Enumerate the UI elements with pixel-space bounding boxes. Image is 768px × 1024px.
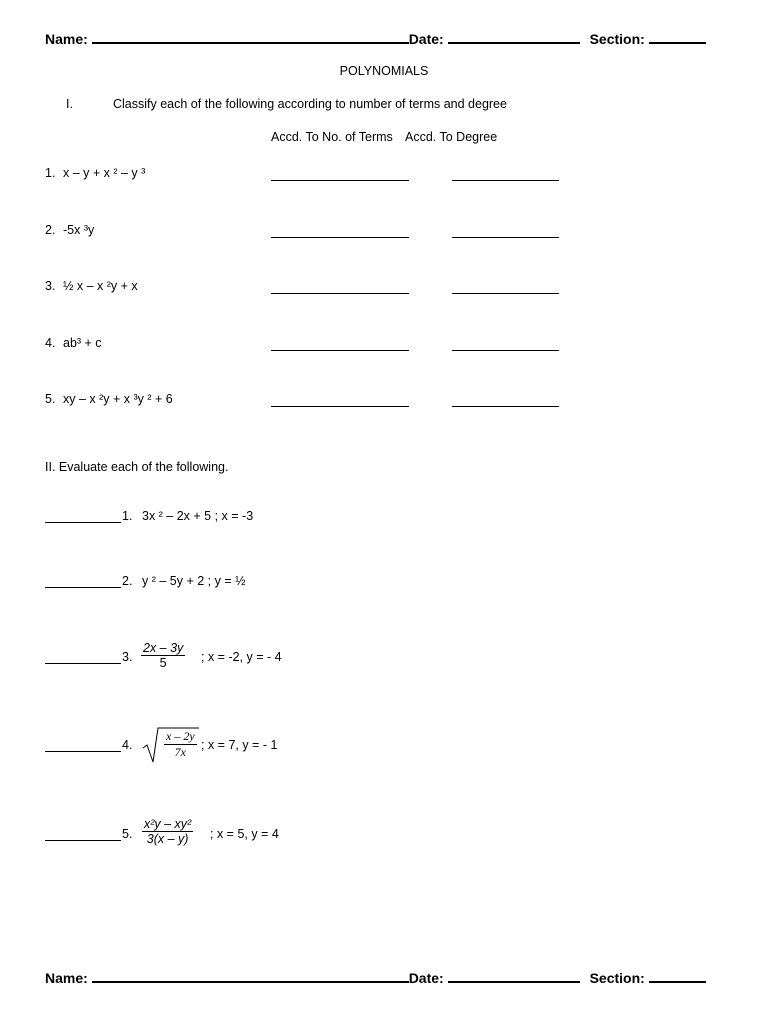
date-label: Date: bbox=[408, 970, 444, 986]
part2-item-number: 2. bbox=[122, 574, 133, 588]
header-top bbox=[45, 30, 735, 47]
section-label: Section: bbox=[589, 970, 645, 986]
part2-instruction: II. Evaluate each of the following. bbox=[45, 460, 229, 474]
part2-item-expr: y ² – 5y + 2 ; y = ½ bbox=[142, 574, 246, 588]
degree-answer-blank[interactable] bbox=[452, 180, 559, 181]
header-bottom bbox=[45, 969, 735, 986]
part1-item-number: 3. bbox=[45, 279, 56, 293]
part1-item-expr: xy – x ²y + x ³y ² + 6 bbox=[63, 392, 173, 406]
answer-blank[interactable] bbox=[45, 751, 121, 752]
part2-item-conditions: ; x = 7, y = - 1 bbox=[201, 738, 278, 752]
terms-answer-blank[interactable] bbox=[271, 180, 409, 181]
fraction-numerator: x – 2y bbox=[166, 729, 195, 743]
answer-blank[interactable] bbox=[45, 522, 121, 523]
part2-item-number: 1. bbox=[122, 509, 133, 523]
part1-item-number: 5. bbox=[45, 392, 56, 406]
terms-answer-blank[interactable] bbox=[271, 237, 409, 238]
section-field[interactable] bbox=[649, 30, 706, 44]
terms-answer-blank[interactable] bbox=[271, 350, 409, 351]
part1-item-number: 1. bbox=[45, 166, 56, 180]
part1-item-expr: -5x ³y bbox=[63, 223, 95, 237]
part2-item-number: 3. bbox=[122, 650, 133, 664]
fraction-numerator: 2x – 3y bbox=[143, 641, 184, 655]
fraction bbox=[142, 817, 193, 846]
part1-instruction: Classify each of the following according to number of terms and degree bbox=[113, 97, 507, 111]
name-field[interactable] bbox=[92, 30, 409, 44]
col-header-degree: Accd. To Degree bbox=[405, 130, 498, 144]
part1-numeral: I. bbox=[66, 97, 73, 111]
part1-item-number: 2. bbox=[45, 223, 56, 237]
section-field[interactable] bbox=[649, 969, 706, 983]
fraction-numerator: x²y – xy² bbox=[144, 817, 192, 831]
fraction bbox=[141, 641, 185, 670]
degree-answer-blank[interactable] bbox=[452, 350, 559, 351]
col-header-terms: Accd. To No. of Terms bbox=[271, 130, 393, 144]
part1-item-number: 4. bbox=[45, 336, 56, 350]
name-label: Name: bbox=[45, 31, 88, 47]
date-field[interactable] bbox=[448, 30, 580, 44]
terms-answer-blank[interactable] bbox=[271, 293, 409, 294]
part2-item-number: 4. bbox=[122, 738, 133, 752]
part1-item-expr: ab³ + c bbox=[63, 336, 102, 350]
part1-item-expr: x – y + x ² – y ³ bbox=[63, 166, 146, 180]
degree-answer-blank[interactable] bbox=[452, 293, 559, 294]
name-label: Name: bbox=[45, 970, 88, 986]
fraction-denominator: 3(x – y) bbox=[142, 831, 193, 846]
degree-answer-blank[interactable] bbox=[452, 406, 559, 407]
part1-item-expr: ½ x – x ²y + x bbox=[63, 279, 138, 293]
fraction-denominator: 7x bbox=[164, 744, 197, 760]
page-title: POLYNOMIALS bbox=[339, 64, 429, 78]
fraction bbox=[164, 729, 197, 760]
part2-item-conditions: ; x = 5, y = 4 bbox=[210, 827, 279, 841]
fraction-denominator: 5 bbox=[141, 655, 185, 670]
section-label: Section: bbox=[589, 31, 645, 47]
answer-blank[interactable] bbox=[45, 663, 121, 664]
name-field[interactable] bbox=[92, 969, 409, 983]
answer-blank[interactable] bbox=[45, 840, 121, 841]
date-label: Date: bbox=[408, 31, 444, 47]
date-field[interactable] bbox=[448, 969, 580, 983]
part2-item-number: 5. bbox=[122, 827, 133, 841]
part2-item-conditions: ; x = -2, y = - 4 bbox=[201, 650, 282, 664]
terms-answer-blank[interactable] bbox=[271, 406, 409, 407]
answer-blank[interactable] bbox=[45, 587, 121, 588]
degree-answer-blank[interactable] bbox=[452, 237, 559, 238]
part2-item-expr: 3x ² – 2x + 5 ; x = -3 bbox=[142, 509, 254, 523]
